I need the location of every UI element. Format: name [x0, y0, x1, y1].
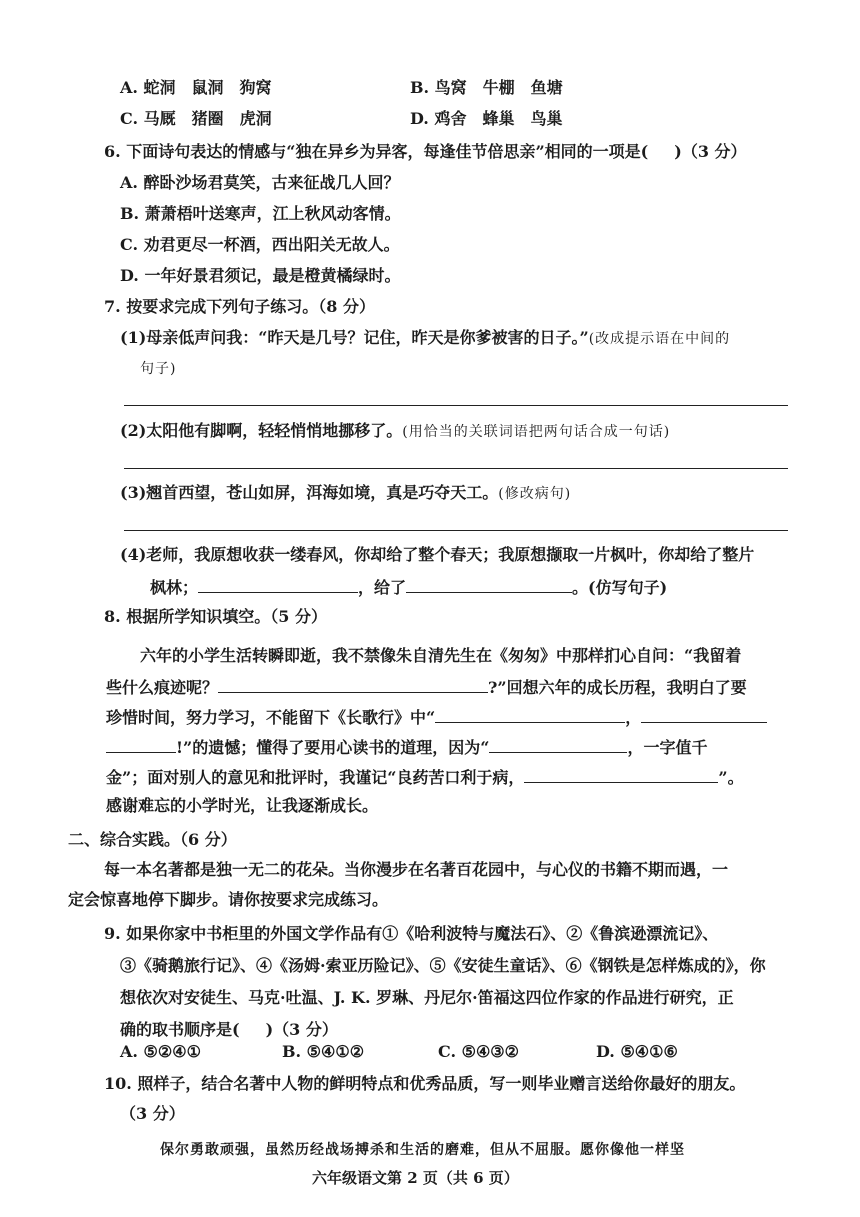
q7-s1-note-cont: 句子)	[140, 361, 177, 377]
q7-s2-text: (2)太阳他有脚啊，轻轻悄悄地挪移了。	[120, 421, 403, 440]
q8-stem: 8. 根据所学知识填空。（5 分）	[104, 607, 327, 626]
q8-p3-mid: ，	[625, 708, 642, 727]
q8-blank-3-cont[interactable]	[106, 734, 176, 753]
q9-line1: 9. 如果你家中书柜里的外国文学作品有①《哈利波特与魔法石》、②《鲁滨逊漂流记》、	[104, 924, 719, 943]
q7-s4-blank-2[interactable]	[406, 574, 572, 593]
q8-blank-5[interactable]	[524, 764, 718, 783]
q6-stem	[104, 140, 747, 164]
q8-para-line3	[106, 704, 767, 730]
q6-option-b: B. 萧萧梧叶送寒声，江上秋风动客情。	[120, 204, 401, 223]
q7-s1-answer-line[interactable]	[124, 405, 788, 406]
q8-para-line4	[106, 734, 707, 760]
q8-p2-start: 些什么痕迹呢？	[106, 678, 219, 697]
q8-p5-end: ”。	[718, 768, 744, 787]
q7-s4-mid: ，给了	[358, 578, 407, 597]
q7-s1-note: (改成提示语在中间的	[588, 331, 731, 347]
q10-example: 保尔勇敢顽强，虽然历经战场搏杀和生活的磨难，但从不屈服。愿你像他一样坚	[160, 1142, 685, 1158]
q6-option-c: C. 劝君更尽一杯酒，西出阳关无故人。	[120, 235, 400, 254]
q7-s4-end: 。(仿写句子)	[572, 578, 668, 597]
q7-s2-answer-line[interactable]	[124, 468, 788, 469]
q7-s3-note: (修改病句)	[498, 486, 572, 502]
q7-sentence-2	[120, 419, 670, 444]
q10-line1: 10. 照样子，结合名著中人物的鲜明特点和优秀品质，写一则毕业赠言送给你最好的朋友。	[104, 1074, 746, 1093]
q7-sentence-1	[120, 326, 730, 351]
q5-option-a: A. 蛇洞 鼠洞 狗窝	[120, 78, 272, 97]
q9-line2: ③《骑鹅旅行记》、④《汤姆·索亚历险记》、⑤《安徒生童话》、⑥《钢铁是怎样炼成的》，你	[120, 956, 766, 975]
q7-s3-answer-line[interactable]	[124, 530, 788, 531]
q7-s4-line2	[150, 574, 667, 600]
section2-heading: 二、综合实践。（6 分）	[68, 830, 237, 849]
q8-blank-3[interactable]	[641, 704, 767, 723]
q9-l4-start: 确的取书顺序是(	[120, 1020, 240, 1039]
q10-line2: （3 分）	[120, 1104, 185, 1123]
q7-s1-text: (1)母亲低声问我：“昨天是几号？记住，昨天是你爹被害的日子。”	[120, 328, 589, 347]
q9-option-b: B. ⑤④①②	[282, 1042, 365, 1061]
q8-blank-4[interactable]	[489, 734, 627, 753]
page-footer: 六年级语文第 2 页（共 6 页）	[312, 1169, 519, 1187]
q8-p5-start: 金”；面对别人的意见和批评时，我谨记“良药苦口利于病，	[106, 768, 525, 787]
q6-score: )（3 分）	[674, 142, 747, 161]
q5-option-b: B. 鸟窝 牛棚 鱼塘	[410, 78, 563, 97]
q6-option-d: D. 一年好景君须记，最是橙黄橘绿时。	[120, 266, 401, 285]
q7-sentence-4: (4)老师，我原想收获一缕春风，你却给了整个春天；我原想撷取一片枫叶，你却给了整片	[120, 545, 755, 564]
q8-p4-end: !”的遗憾；懂得了要用心读书的道理，因为“	[176, 738, 490, 757]
q8-para-line6: 感谢难忘的小学时光，让我逐渐成长。	[106, 796, 379, 815]
q8-para-line5	[106, 764, 744, 790]
q9-option-a: A. ⑤②④①	[120, 1042, 201, 1061]
q6-option-a: A. 醉卧沙场君莫笑，古来征战几人回？	[120, 173, 400, 192]
q5-option-d: D. 鸡舍 蜂巢 鸟巢	[410, 109, 563, 128]
q8-p4-tail: ，一字值千	[627, 738, 708, 757]
section2-intro-line1: 每一本名著都是独一无二的花朵。当你漫步在名著百花园中，与心仪的书籍不期而遇，一	[104, 860, 729, 879]
q8-para-line1: 六年的小学生活转瞬即逝，我不禁像朱自清先生在《匆匆》中那样扪心自问：“我留着	[140, 646, 742, 665]
q6-stem-text: 6. 下面诗句表达的情感与“独在异乡为异客，每逢佳节倍思亲”相同的一项是(	[104, 142, 649, 161]
q8-para-line2	[106, 674, 747, 700]
q7-s4-start: 枫林；	[150, 578, 199, 597]
q7-s4-blank-1[interactable]	[198, 574, 358, 593]
q9-line4	[120, 1018, 338, 1042]
section2-intro-line2: 定会惊喜地停下脚步。请你按要求完成练习。	[68, 890, 389, 909]
q9-line3: 想依次对安徒生、马克·吐温、J. K. 罗琳、丹尼尔·笛福这四位作家的作品进行研究，正	[120, 988, 734, 1007]
q9-option-c: C. ⑤④③②	[438, 1042, 519, 1061]
q9-option-d: D. ⑤④①⑥	[596, 1042, 678, 1061]
q8-blank-2[interactable]	[435, 704, 625, 723]
q7-s3-text: (3)翘首西望，苍山如屏，洱海如境，真是巧夺天工。	[120, 483, 499, 502]
q7-s2-note: (用恰当的关联词语把两句话合成一句话)	[402, 424, 671, 440]
q7-sentence-3	[120, 481, 571, 506]
q8-blank-1[interactable]	[218, 674, 488, 693]
q8-p2-end: ?”回想六年的成长历程，我明白了要	[488, 678, 747, 697]
q5-option-c: C. 马厩 猪圈 虎洞	[120, 109, 272, 128]
q8-p3-start: 珍惜时间，努力学习，不能留下《长歌行》中“	[106, 708, 436, 727]
q7-stem: 7. 按要求完成下列句子练习。（8 分）	[104, 297, 375, 316]
q9-score: )（3 分）	[265, 1020, 338, 1039]
